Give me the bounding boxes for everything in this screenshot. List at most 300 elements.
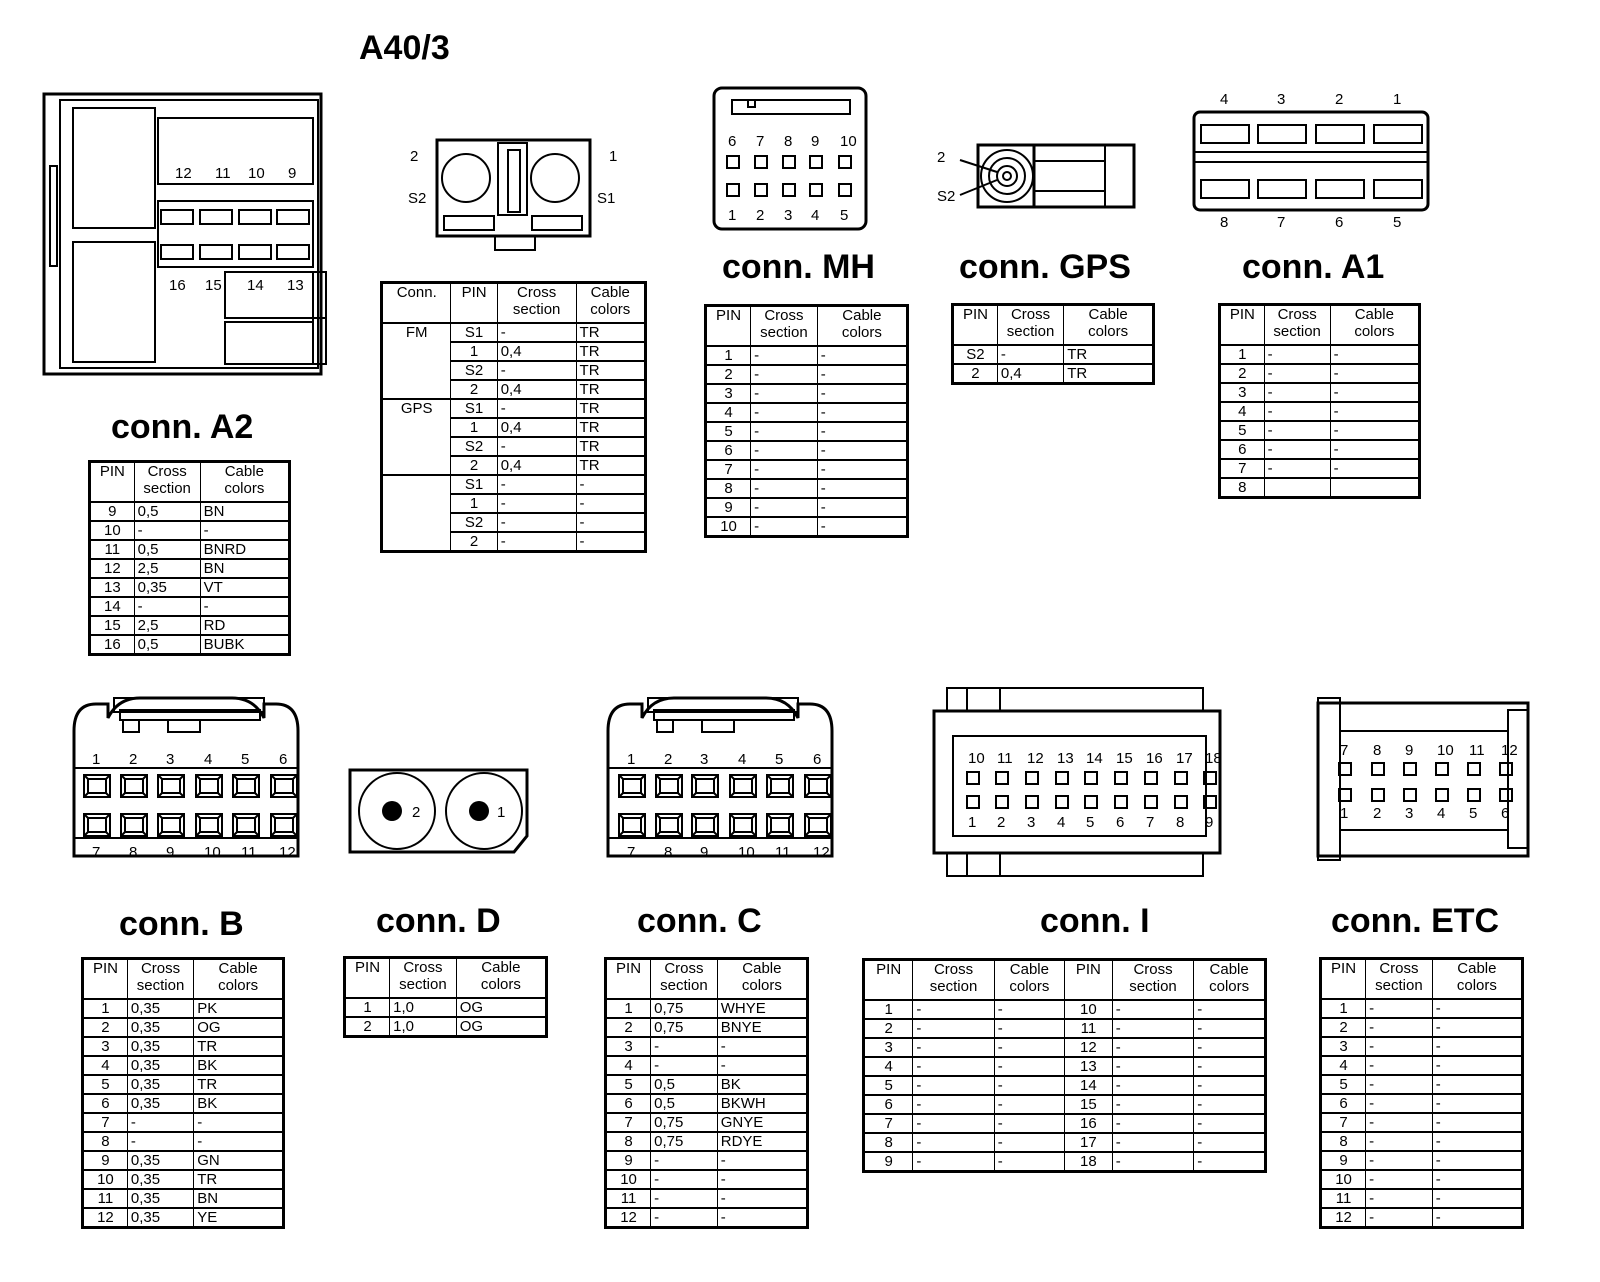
- pin-cavity: [1115, 796, 1127, 808]
- pin-number-label: 7: [92, 844, 101, 861]
- pin-number-label: 15: [205, 277, 222, 294]
- connector-etc-title: conn. ETC: [1331, 902, 1500, 940]
- cable-color-cell: -: [1194, 1133, 1266, 1152]
- cable-color-cell: TR: [576, 361, 645, 380]
- pin-cell: 9: [1321, 1151, 1366, 1170]
- cable-color-cell: YE: [194, 1208, 284, 1228]
- table-row: [90, 635, 290, 655]
- table-row: [1321, 1170, 1523, 1189]
- pin-number-label: 14: [247, 277, 264, 294]
- pin-number-label: 10: [204, 844, 221, 861]
- pin-cell: 7: [83, 1113, 128, 1132]
- cable-color-cell: [1330, 478, 1419, 498]
- table-row: [1321, 1018, 1523, 1037]
- table-row: [864, 1095, 1266, 1114]
- pin-number-label: 2: [1335, 91, 1344, 108]
- table-row: [1321, 1056, 1523, 1075]
- pin-cell: 9: [706, 498, 751, 517]
- cross-section-cell: 0,5: [134, 502, 200, 521]
- pin-cell: 7: [606, 1113, 651, 1132]
- connector-b-table: [81, 957, 285, 1229]
- table-header-row: [382, 283, 646, 324]
- cable-color-cell: BN: [200, 559, 289, 578]
- cable-color-cell: TR: [1064, 364, 1154, 384]
- pin-number-label: 2: [756, 207, 765, 224]
- pin-number-label: 14: [1086, 750, 1103, 767]
- pin-number-label: 12: [813, 844, 830, 861]
- table-header-row: [864, 960, 1266, 1001]
- table-row: [1321, 1113, 1523, 1132]
- table-row: [606, 1132, 808, 1151]
- pin-cell: 10: [706, 517, 751, 537]
- pin-cell: 6: [83, 1094, 128, 1113]
- table-row: [1220, 383, 1420, 402]
- cable-color-cell: TR: [576, 380, 645, 399]
- pin-cavity: [239, 245, 271, 259]
- d-pin-1-label: 1: [497, 804, 506, 821]
- table-header-row: [1220, 305, 1420, 346]
- table-row: [864, 1000, 1266, 1019]
- pin-cell: 10: [1321, 1170, 1366, 1189]
- cable-color-cell: -: [817, 498, 907, 517]
- pin-number-label: 10: [248, 165, 265, 182]
- pin-number-label: 8: [784, 133, 793, 150]
- pin-number-label: 9: [166, 844, 175, 861]
- cable-color-cell: -: [817, 346, 907, 365]
- cable-color-cell: -: [1432, 1113, 1522, 1132]
- pin-cell: 2: [451, 532, 497, 552]
- pin-cell: 1: [345, 998, 390, 1017]
- header-cross-section: Cross section: [651, 959, 718, 1000]
- cable-color-cell: -: [817, 365, 907, 384]
- cross-section-cell: 0,5: [134, 635, 200, 655]
- cable-color-cell: -: [1432, 1151, 1522, 1170]
- cross-section-cell: -: [127, 1113, 193, 1132]
- pin-cavity: [1145, 772, 1157, 784]
- pin-number-label: 4: [204, 751, 213, 768]
- cross-section-cell: -: [651, 1170, 718, 1189]
- pin-cell: 6: [606, 1094, 651, 1113]
- connector-etc-drawing: [1318, 698, 1528, 860]
- header-cross-section: Cross section: [134, 462, 200, 503]
- header-pin: PIN: [90, 462, 135, 503]
- cross-section-cell: 0,4: [497, 456, 576, 475]
- cross-section-cell: 0,75: [651, 1132, 718, 1151]
- pin-cell: 11: [1321, 1189, 1366, 1208]
- table-row: [864, 1038, 1266, 1057]
- cable-color-cell: OG: [456, 1017, 546, 1037]
- cable-color-cell: -: [717, 1151, 807, 1170]
- pin-cell: 6: [706, 441, 751, 460]
- pin-cell: 7: [706, 460, 751, 479]
- header-cross-section: Cross section: [751, 306, 818, 347]
- pin-number-label: 6: [1501, 805, 1510, 822]
- d-pin-2-label: 2: [412, 804, 421, 821]
- pin-cell: 8: [706, 479, 751, 498]
- cable-color-cell: BUBK: [200, 635, 289, 655]
- cross-section-cell: -: [1112, 1114, 1193, 1133]
- pin-number-label: 10: [1437, 742, 1454, 759]
- pin-number-label: 11: [997, 750, 1013, 767]
- pin-cell: 7: [864, 1114, 913, 1133]
- cross-section-cell: -: [497, 323, 576, 342]
- pin-cell: 6: [864, 1095, 913, 1114]
- table-row: [706, 346, 908, 365]
- header-cable-colors: Cable colors: [817, 306, 907, 347]
- pin-cavity: [277, 245, 309, 259]
- cable-color-cell: GNYE: [717, 1113, 807, 1132]
- pin-cell: 10: [90, 521, 135, 540]
- pin-cell: 15: [1064, 1095, 1112, 1114]
- connector-i-drawing: [934, 688, 1220, 876]
- pin-cell: 2: [606, 1018, 651, 1037]
- table-row: [706, 365, 908, 384]
- header-conn: Conn.: [382, 283, 451, 324]
- table-row: [83, 1113, 284, 1132]
- table-row: [1220, 364, 1420, 383]
- cable-color-cell: -: [576, 532, 645, 552]
- cable-color-cell: TR: [576, 456, 645, 475]
- pin-cavity: [755, 156, 767, 168]
- cable-color-cell: BNRD: [200, 540, 289, 559]
- cable-color-cell: -: [1432, 1094, 1522, 1113]
- cross-section-cell: -: [134, 597, 200, 616]
- pin-cavity: [1085, 772, 1097, 784]
- cross-section-cell: 2,5: [134, 616, 200, 635]
- table-row: [606, 1094, 808, 1113]
- cable-color-cell: -: [1330, 402, 1419, 421]
- cable-color-cell: -: [1432, 1208, 1522, 1228]
- table-row: [1321, 1037, 1523, 1056]
- pin-number-label: 2: [664, 751, 673, 768]
- pin-cell: 4: [864, 1057, 913, 1076]
- pin-cell: 7: [1321, 1113, 1366, 1132]
- header-cable-colors: Cable colors: [717, 959, 807, 1000]
- pin-number-label: 1: [728, 207, 737, 224]
- pin-number-label: 10: [738, 844, 755, 861]
- pin-cell: 1: [451, 418, 497, 437]
- pin-cell: S1: [451, 475, 497, 494]
- header-cable-colors: Cable colors: [1330, 305, 1419, 346]
- cable-color-cell: -: [817, 422, 907, 441]
- cross-section-cell: -: [1264, 345, 1330, 364]
- antenna-pin-1-label: 1: [609, 148, 618, 165]
- pin-number-label: 12: [175, 165, 192, 182]
- pin-number-label: 5: [1393, 214, 1402, 231]
- cross-section-cell: 1,0: [390, 998, 457, 1017]
- table-row: [1321, 1189, 1523, 1208]
- connector-i-table: [862, 958, 1267, 1173]
- cross-section-cell: -: [1264, 459, 1330, 478]
- table-row: [1220, 478, 1420, 498]
- connector-c-title: conn. C: [637, 902, 762, 940]
- cable-color-cell: -: [994, 1114, 1064, 1133]
- pin-cavity: [967, 796, 979, 808]
- pin-number-label: 8: [129, 844, 138, 861]
- cable-color-cell: -: [1432, 1189, 1522, 1208]
- pin-cavity: [1056, 772, 1068, 784]
- header-pin: PIN: [1220, 305, 1265, 346]
- pin-cell: 11: [83, 1189, 128, 1208]
- cross-section-cell: 1,0: [390, 1017, 457, 1037]
- cross-section-cell: 0,75: [651, 999, 718, 1018]
- pin-cell: 4: [606, 1056, 651, 1075]
- cross-section-cell: -: [497, 361, 576, 380]
- table-row: [606, 999, 808, 1018]
- cable-color-cell: -: [817, 384, 907, 403]
- table-row: [606, 1113, 808, 1132]
- pin-cavity: [1500, 763, 1512, 775]
- cable-color-cell: -: [1194, 1057, 1266, 1076]
- table-row: [864, 1133, 1266, 1152]
- header-cross-section: Cross section: [127, 959, 193, 1000]
- header-pin: PIN: [1064, 960, 1112, 1001]
- pin-cavity: [1468, 789, 1480, 801]
- header-cross-section: Cross section: [1366, 959, 1433, 1000]
- connector-gps-drawing: [960, 145, 1134, 207]
- pin-cavity: [1115, 772, 1127, 784]
- cable-color-cell: BKWH: [717, 1094, 807, 1113]
- connector-gps-table: [951, 303, 1155, 385]
- pin-cell: 6: [1321, 1094, 1366, 1113]
- pin-cavity: [239, 210, 271, 224]
- pin-cavity: [1201, 180, 1249, 198]
- pin-cavity: [277, 210, 309, 224]
- header-pin: PIN: [953, 305, 998, 346]
- connector-a2-table: [88, 460, 291, 656]
- table-row: [90, 578, 290, 597]
- pin-cavity: [783, 184, 795, 196]
- cross-section-cell: 0,75: [651, 1018, 718, 1037]
- conn-group-cell: FM: [382, 323, 451, 399]
- cross-section-cell: 0,35: [127, 1056, 193, 1075]
- pin-cell: 4: [706, 403, 751, 422]
- cross-section-cell: -: [1264, 383, 1330, 402]
- pin-number-label: 11: [215, 165, 231, 182]
- pin-number-label: 5: [1469, 805, 1478, 822]
- cable-color-cell: OG: [194, 1018, 284, 1037]
- table-row: [1321, 1151, 1523, 1170]
- pin-cell: 13: [90, 578, 135, 597]
- cable-color-cell: -: [1194, 1152, 1266, 1172]
- pin-number-label: 2: [129, 751, 138, 768]
- cable-color-cell: -: [200, 597, 289, 616]
- cross-section-cell: -: [913, 1133, 994, 1152]
- cable-color-cell: -: [1432, 1132, 1522, 1151]
- pin-cell: 14: [1064, 1076, 1112, 1095]
- header-cross-section: Cross section: [1264, 305, 1330, 346]
- pin-cavity: [967, 772, 979, 784]
- table-row: [90, 521, 290, 540]
- pin-number-label: 18: [1205, 750, 1222, 767]
- pin-number-label: 1: [92, 751, 101, 768]
- pin-number-label: 9: [811, 133, 820, 150]
- pin-number-label: 7: [1340, 742, 1349, 759]
- pin-cell: 2: [706, 365, 751, 384]
- pin-cell: 16: [90, 635, 135, 655]
- table-row: [1321, 999, 1523, 1018]
- header-cable-colors: Cable colors: [1432, 959, 1522, 1000]
- cable-color-cell: -: [717, 1189, 807, 1208]
- pin-cell: 3: [1321, 1037, 1366, 1056]
- pin-number-label: 12: [279, 844, 296, 861]
- pin-number-label: 5: [840, 207, 849, 224]
- pin-cell: 17: [1064, 1133, 1112, 1152]
- pin-cavity: [1372, 789, 1384, 801]
- pin-cell: 15: [90, 616, 135, 635]
- cross-section-cell: -: [1112, 1038, 1193, 1057]
- cross-section-cell: -: [751, 384, 818, 403]
- cable-color-cell: TR: [194, 1037, 284, 1056]
- pin-cell: 6: [1220, 440, 1265, 459]
- header-pin: PIN: [706, 306, 751, 347]
- table-row: [90, 616, 290, 635]
- pin-cell: 10: [1064, 1000, 1112, 1019]
- cross-section-cell: 0,5: [651, 1075, 718, 1094]
- pin-cell: 7: [1220, 459, 1265, 478]
- antenna-connector-table: [380, 281, 647, 553]
- cross-section-cell: 2,5: [134, 559, 200, 578]
- table-row: [864, 1152, 1266, 1172]
- cross-section-cell: -: [1366, 1208, 1433, 1228]
- cable-color-cell: -: [994, 1133, 1064, 1152]
- pin-number-label: 10: [968, 750, 985, 767]
- cable-color-cell: -: [817, 479, 907, 498]
- pin-cavity: [1404, 789, 1416, 801]
- connector-b-title: conn. B: [119, 905, 244, 943]
- pin-cell: 1: [706, 346, 751, 365]
- cross-section-cell: -: [497, 475, 576, 494]
- antenna-pin-s2-label: S2: [408, 190, 427, 207]
- table-row: [83, 1170, 284, 1189]
- pin-number-label: 9: [700, 844, 709, 861]
- cross-section-cell: -: [751, 441, 818, 460]
- pin-cavity: [1258, 180, 1306, 198]
- table-row: [83, 999, 284, 1018]
- page-title: A40/3: [359, 29, 450, 67]
- pin-cell: 9: [864, 1152, 913, 1172]
- table-header-row: [83, 959, 284, 1000]
- cable-color-cell: -: [576, 475, 645, 494]
- connector-d-title: conn. D: [376, 902, 501, 940]
- cable-color-cell: -: [817, 441, 907, 460]
- pin-number-label: 5: [1086, 814, 1095, 831]
- pin-cavity: [783, 156, 795, 168]
- cross-section-cell: -: [751, 422, 818, 441]
- pin-number-label: 4: [1437, 805, 1446, 822]
- table-row: [606, 1075, 808, 1094]
- header-cross-section: Cross section: [497, 283, 576, 324]
- pin-number-label: 12: [1027, 750, 1044, 767]
- cross-section-cell: -: [1366, 999, 1433, 1018]
- header-pin: PIN: [1321, 959, 1366, 1000]
- table-row: [83, 1037, 284, 1056]
- cable-color-cell: TR: [576, 399, 645, 418]
- antenna-pin-2-label: 2: [410, 148, 419, 165]
- pin-number-label: 8: [1373, 742, 1382, 759]
- pin-cavity: [755, 184, 767, 196]
- header-cable-colors: Cable colors: [1194, 960, 1266, 1001]
- pin-number-label: 7: [756, 133, 765, 150]
- cross-section-cell: -: [751, 346, 818, 365]
- cable-color-cell: TR: [576, 323, 645, 342]
- connector-a1-table: [1218, 303, 1421, 499]
- pin-cavity: [996, 772, 1008, 784]
- header-pin: PIN: [83, 959, 128, 1000]
- cable-color-cell: -: [194, 1113, 284, 1132]
- pin-cavity: [1026, 796, 1038, 808]
- cross-section-cell: 0,4: [997, 364, 1063, 384]
- cable-color-cell: -: [1194, 1095, 1266, 1114]
- cross-section-cell: -: [913, 1038, 994, 1057]
- pin-cell: 5: [1220, 421, 1265, 440]
- pin-cavity: [200, 210, 232, 224]
- cable-color-cell: -: [1432, 999, 1522, 1018]
- pin-cell: 13: [1064, 1057, 1112, 1076]
- pin-cell: 12: [606, 1208, 651, 1228]
- cross-section-cell: -: [1366, 1037, 1433, 1056]
- pin-number-label: 1: [968, 814, 977, 831]
- pin-cell: S2: [451, 437, 497, 456]
- table-row: [90, 540, 290, 559]
- cable-color-cell: -: [817, 403, 907, 422]
- table-row: [345, 1017, 547, 1037]
- cross-section-cell: 0,35: [127, 1075, 193, 1094]
- cross-section-cell: -: [751, 365, 818, 384]
- cable-color-cell: OG: [456, 998, 546, 1017]
- pin-number-label: 7: [1277, 214, 1286, 231]
- pin-cavity: [839, 184, 851, 196]
- cable-color-cell: -: [994, 1076, 1064, 1095]
- pin-cavity: [1175, 796, 1187, 808]
- cable-color-cell: GN: [194, 1151, 284, 1170]
- header-pin: PIN: [606, 959, 651, 1000]
- cable-color-cell: RDYE: [717, 1132, 807, 1151]
- pin-cavity: [1468, 763, 1480, 775]
- header-cross-section: Cross section: [913, 960, 994, 1001]
- table-row: [83, 1208, 284, 1228]
- cross-section-cell: -: [751, 498, 818, 517]
- cable-color-cell: -: [1432, 1018, 1522, 1037]
- cross-section-cell: 0,35: [127, 1151, 193, 1170]
- cable-color-cell: -: [1194, 1019, 1266, 1038]
- table-row: [864, 1019, 1266, 1038]
- pin-cell: 12: [1321, 1208, 1366, 1228]
- pin-cavity: [1201, 125, 1249, 143]
- gps-pin-2-label: 2: [937, 149, 946, 166]
- cross-section-cell: -: [651, 1037, 718, 1056]
- table-row: [606, 1151, 808, 1170]
- pin-number-label: 4: [1220, 91, 1229, 108]
- pin-number-label: 6: [1116, 814, 1125, 831]
- table-row: [1321, 1094, 1523, 1113]
- cross-section-cell: -: [913, 1114, 994, 1133]
- pin-number-label: 3: [1405, 805, 1414, 822]
- pin-number-label: 3: [1027, 814, 1036, 831]
- cable-color-cell: -: [1432, 1075, 1522, 1094]
- table-header-row: [706, 306, 908, 347]
- pin-cavity: [1404, 763, 1416, 775]
- cross-section-cell: -: [913, 1057, 994, 1076]
- antenna-pin-s1-label: S1: [597, 190, 616, 207]
- cross-section-cell: -: [1366, 1075, 1433, 1094]
- pin-cell: 4: [1321, 1056, 1366, 1075]
- cable-color-cell: -: [717, 1037, 807, 1056]
- pin-number-label: 3: [1277, 91, 1286, 108]
- cross-section-cell: -: [497, 437, 576, 456]
- pin-cavity: [1316, 125, 1364, 143]
- cable-color-cell: -: [1194, 1000, 1266, 1019]
